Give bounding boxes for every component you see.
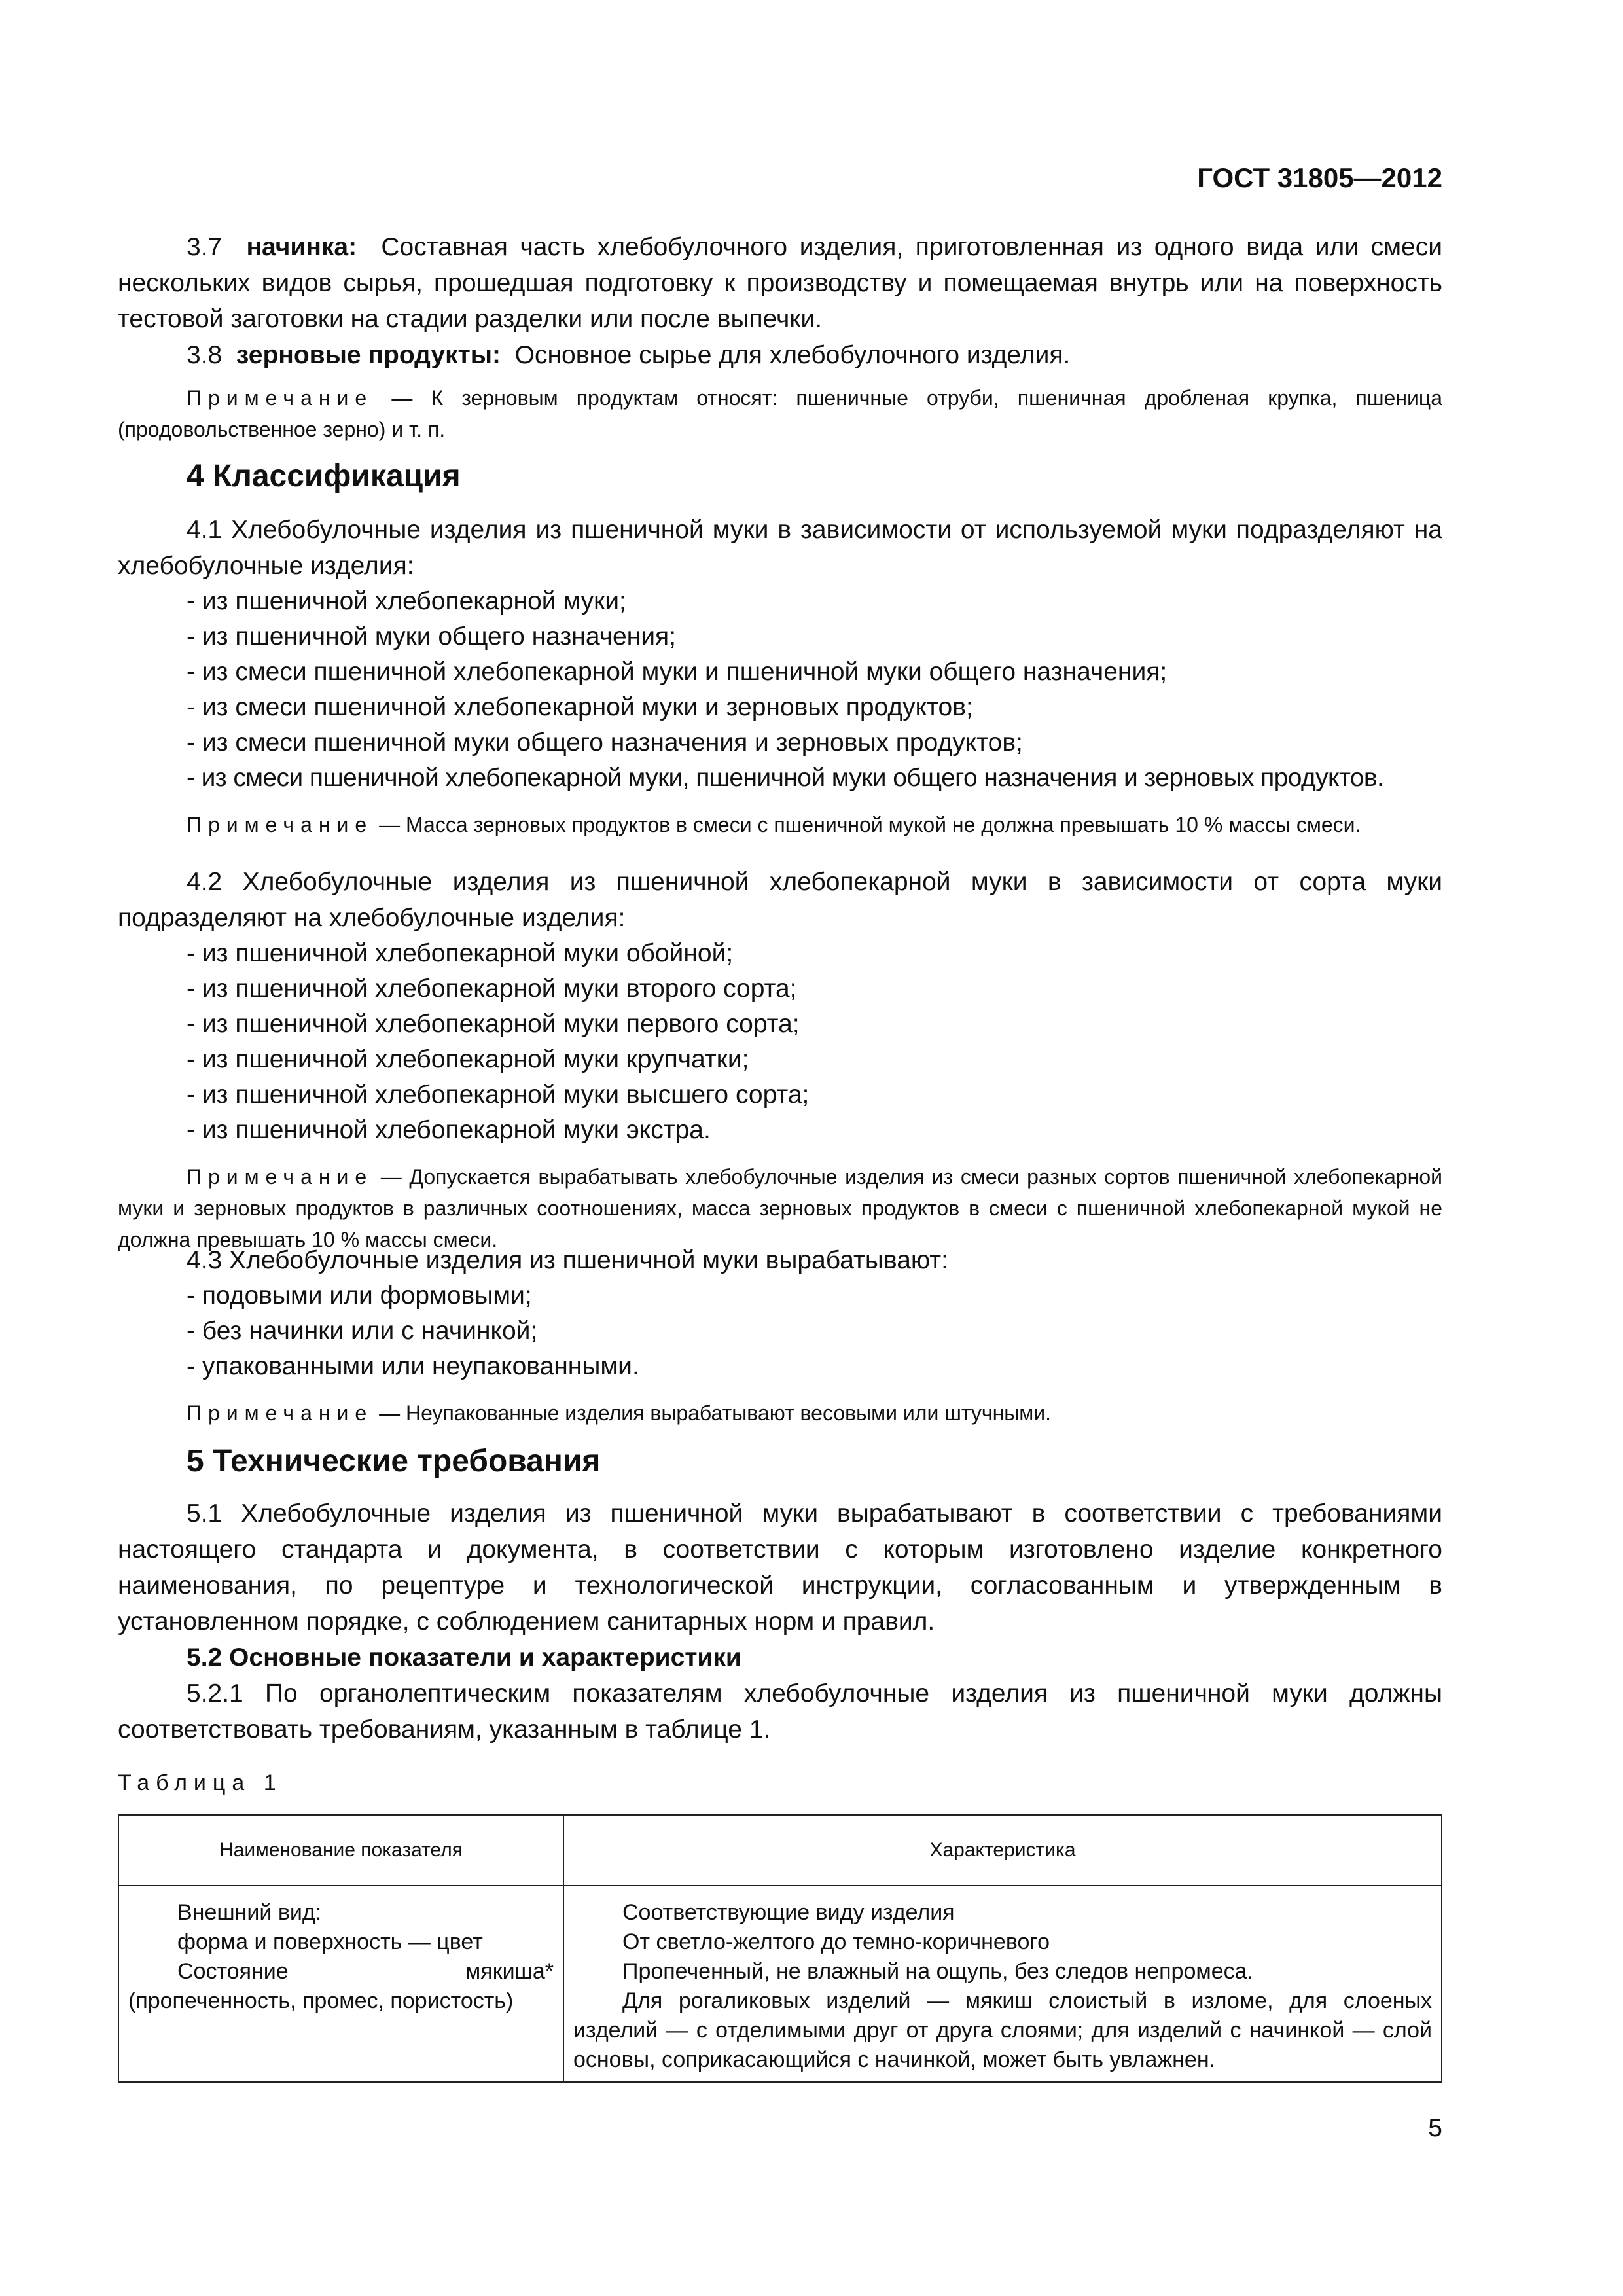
cell-line: Пропеченный, не влажный на ощупь, без следов непромеса. — [622, 1959, 1254, 1984]
table-row — [118, 1886, 1442, 2082]
list-item: - из смеси пшеничной муки общего назначения и зерновых продуктов; — [187, 728, 1023, 757]
list-item: - из пшеничной хлебопекарной муки первого сорта; — [187, 1010, 800, 1038]
list-item: - из пшеничной муки общего назначения; — [187, 622, 676, 651]
list-item: - из пшеничной хлебопекарной муки обойной; — [187, 939, 734, 967]
list-item: - из пшеничной хлебопекарной муки второго сорта; — [187, 975, 797, 1003]
list-item: - из пшеничной хлебопекарной муки; — [187, 587, 626, 615]
para-4-1: 4.1 Хлебобулочные изделия из пшеничной муки в зависимости от используемой муки подразделяют на хлебобулочные изделия: — [118, 516, 1442, 580]
list-4-2 — [118, 936, 1442, 1148]
document-header: ГОСТ 31805—2012 — [1197, 162, 1442, 193]
section-5-title: 5 Технические требования — [187, 1444, 601, 1479]
list-item: - из смеси пшеничной хлебопекарной муки и зерновых продуктов; — [187, 693, 973, 721]
cell-line: Соответствующие виду изделия — [622, 1900, 955, 1925]
para-5-1: 5.1 Хлебобулочные изделия из пшеничной муки вырабатывают в соответствии с требованиями настоящего стандарта и документа, в соответствии с которым изготовлено изделие конкретного наименования, по рецептуре и технологической инструкции, согласованным и утвержденным в установленном порядке, с соблюдением санитарных норм и правил. — [118, 1499, 1442, 1636]
column-header: Наименование показателя — [118, 1815, 563, 1886]
subsection-5-2-title: 5.2 Основные показатели и характеристики — [187, 1643, 741, 1672]
list-4-1 — [118, 584, 1442, 796]
para-4-3: 4.3 Хлебобулочные изделия из пшеничной муки вырабатывают: — [187, 1246, 949, 1274]
list-item: - из пшеничной хлебопекарной муки высшего сорта; — [187, 1081, 810, 1109]
definition-3-8: 3.8 зерновые продукты: Основное сырье для хлебобулочного изделия. — [187, 341, 1071, 369]
list-item: - из пшеничной хлебопекарной муки крупчатки; — [187, 1045, 749, 1073]
list-item: - подовыми или формовыми; — [187, 1282, 532, 1310]
note-4-3: Примечание — Неупакованные изделия вырабатывают весовыми или штучными. — [187, 1401, 1051, 1425]
table-caption: Таблица 1 — [118, 1770, 283, 1795]
list-item: - из пшеничной хлебопекарной муки экстра. — [187, 1116, 711, 1144]
list-item: - без начинки или с начинкой; — [187, 1317, 538, 1345]
table-1 — [118, 1814, 1442, 2083]
table-cell — [563, 1886, 1442, 2082]
cell-line: форма и поверхность — цвет — [177, 1929, 483, 1954]
list-item: - из смеси пшеничной хлебопекарной муки, пшеничной муки общего назначения и зерновых продуктов. — [187, 764, 1384, 792]
list-4-3 — [118, 1278, 1442, 1384]
table-header-row — [118, 1815, 1442, 1886]
table-cell — [118, 1886, 563, 2082]
column-header: Характеристика — [563, 1815, 1442, 1886]
note-4-2: Примечание — Допускается вырабатывать хлебобулочные изделия из смеси разных сортов пшеничной хлебопекарной муки и зерновых продуктов в различных соотношениях, масса зерновых продуктов в смеси с пшеничной хлебопекарной мукой не должна превышать 10 % массы смеси. — [118, 1165, 1443, 1251]
note-3-8: Примечание — К зерновым продуктам относят: пшеничные отруби, пшеничная дробленая крупка, пшеница (продовольственное зерно) и т. п. — [118, 386, 1443, 441]
section-4-title: 4 Классификация — [187, 459, 461, 493]
cell-line: Состояние мякиша* (пропеченность, промес, пористость) — [128, 1959, 554, 2013]
list-item: - упакованными или неупакованными. — [187, 1352, 639, 1380]
cell-line: Внешний вид: — [177, 1900, 322, 1925]
cell-line: Для рогаликовых изделий — мякиш слоистый в изломе, для слоеных изделий — с отделимыми друг от друга слоями; для изделий с начинкой — слой основы, соприкасающийся с начинкой, может быть увлажнен. — [573, 1988, 1432, 2072]
list-item: - из смеси пшеничной хлебопекарной муки и пшеничной муки общего назначения; — [187, 658, 1168, 686]
para-5-2-1: 5.2.1 По органолептическим показателям хлебобулочные изделия из пшеничной муки должны соответствовать требованиям, указанным в таблице 1. — [118, 1679, 1442, 1744]
para-4-2: 4.2 Хлебобулочные изделия из пшеничной хлебопекарной муки в зависимости от сорта муки подразделяют на хлебобулочные изделия: — [118, 868, 1442, 932]
cell-line: От светло-желтого до темно-коричневого — [622, 1929, 1050, 1954]
note-4-1: Примечание — Масса зерновых продуктов в смеси с пшеничной мукой не должна превышать 10 % массы смеси. — [187, 813, 1361, 836]
page-number: 5 — [1428, 2114, 1442, 2142]
definition-3-7: 3.7 начинка: Составная часть хлебобулочного изделия, приготовленная из одного вида или смеси нескольких видов сырья, прошедшая подготовку к производству и помещаемая внутрь или на поверхность тестовой заготовки на стадии разделки или после выпечки. — [118, 233, 1443, 333]
